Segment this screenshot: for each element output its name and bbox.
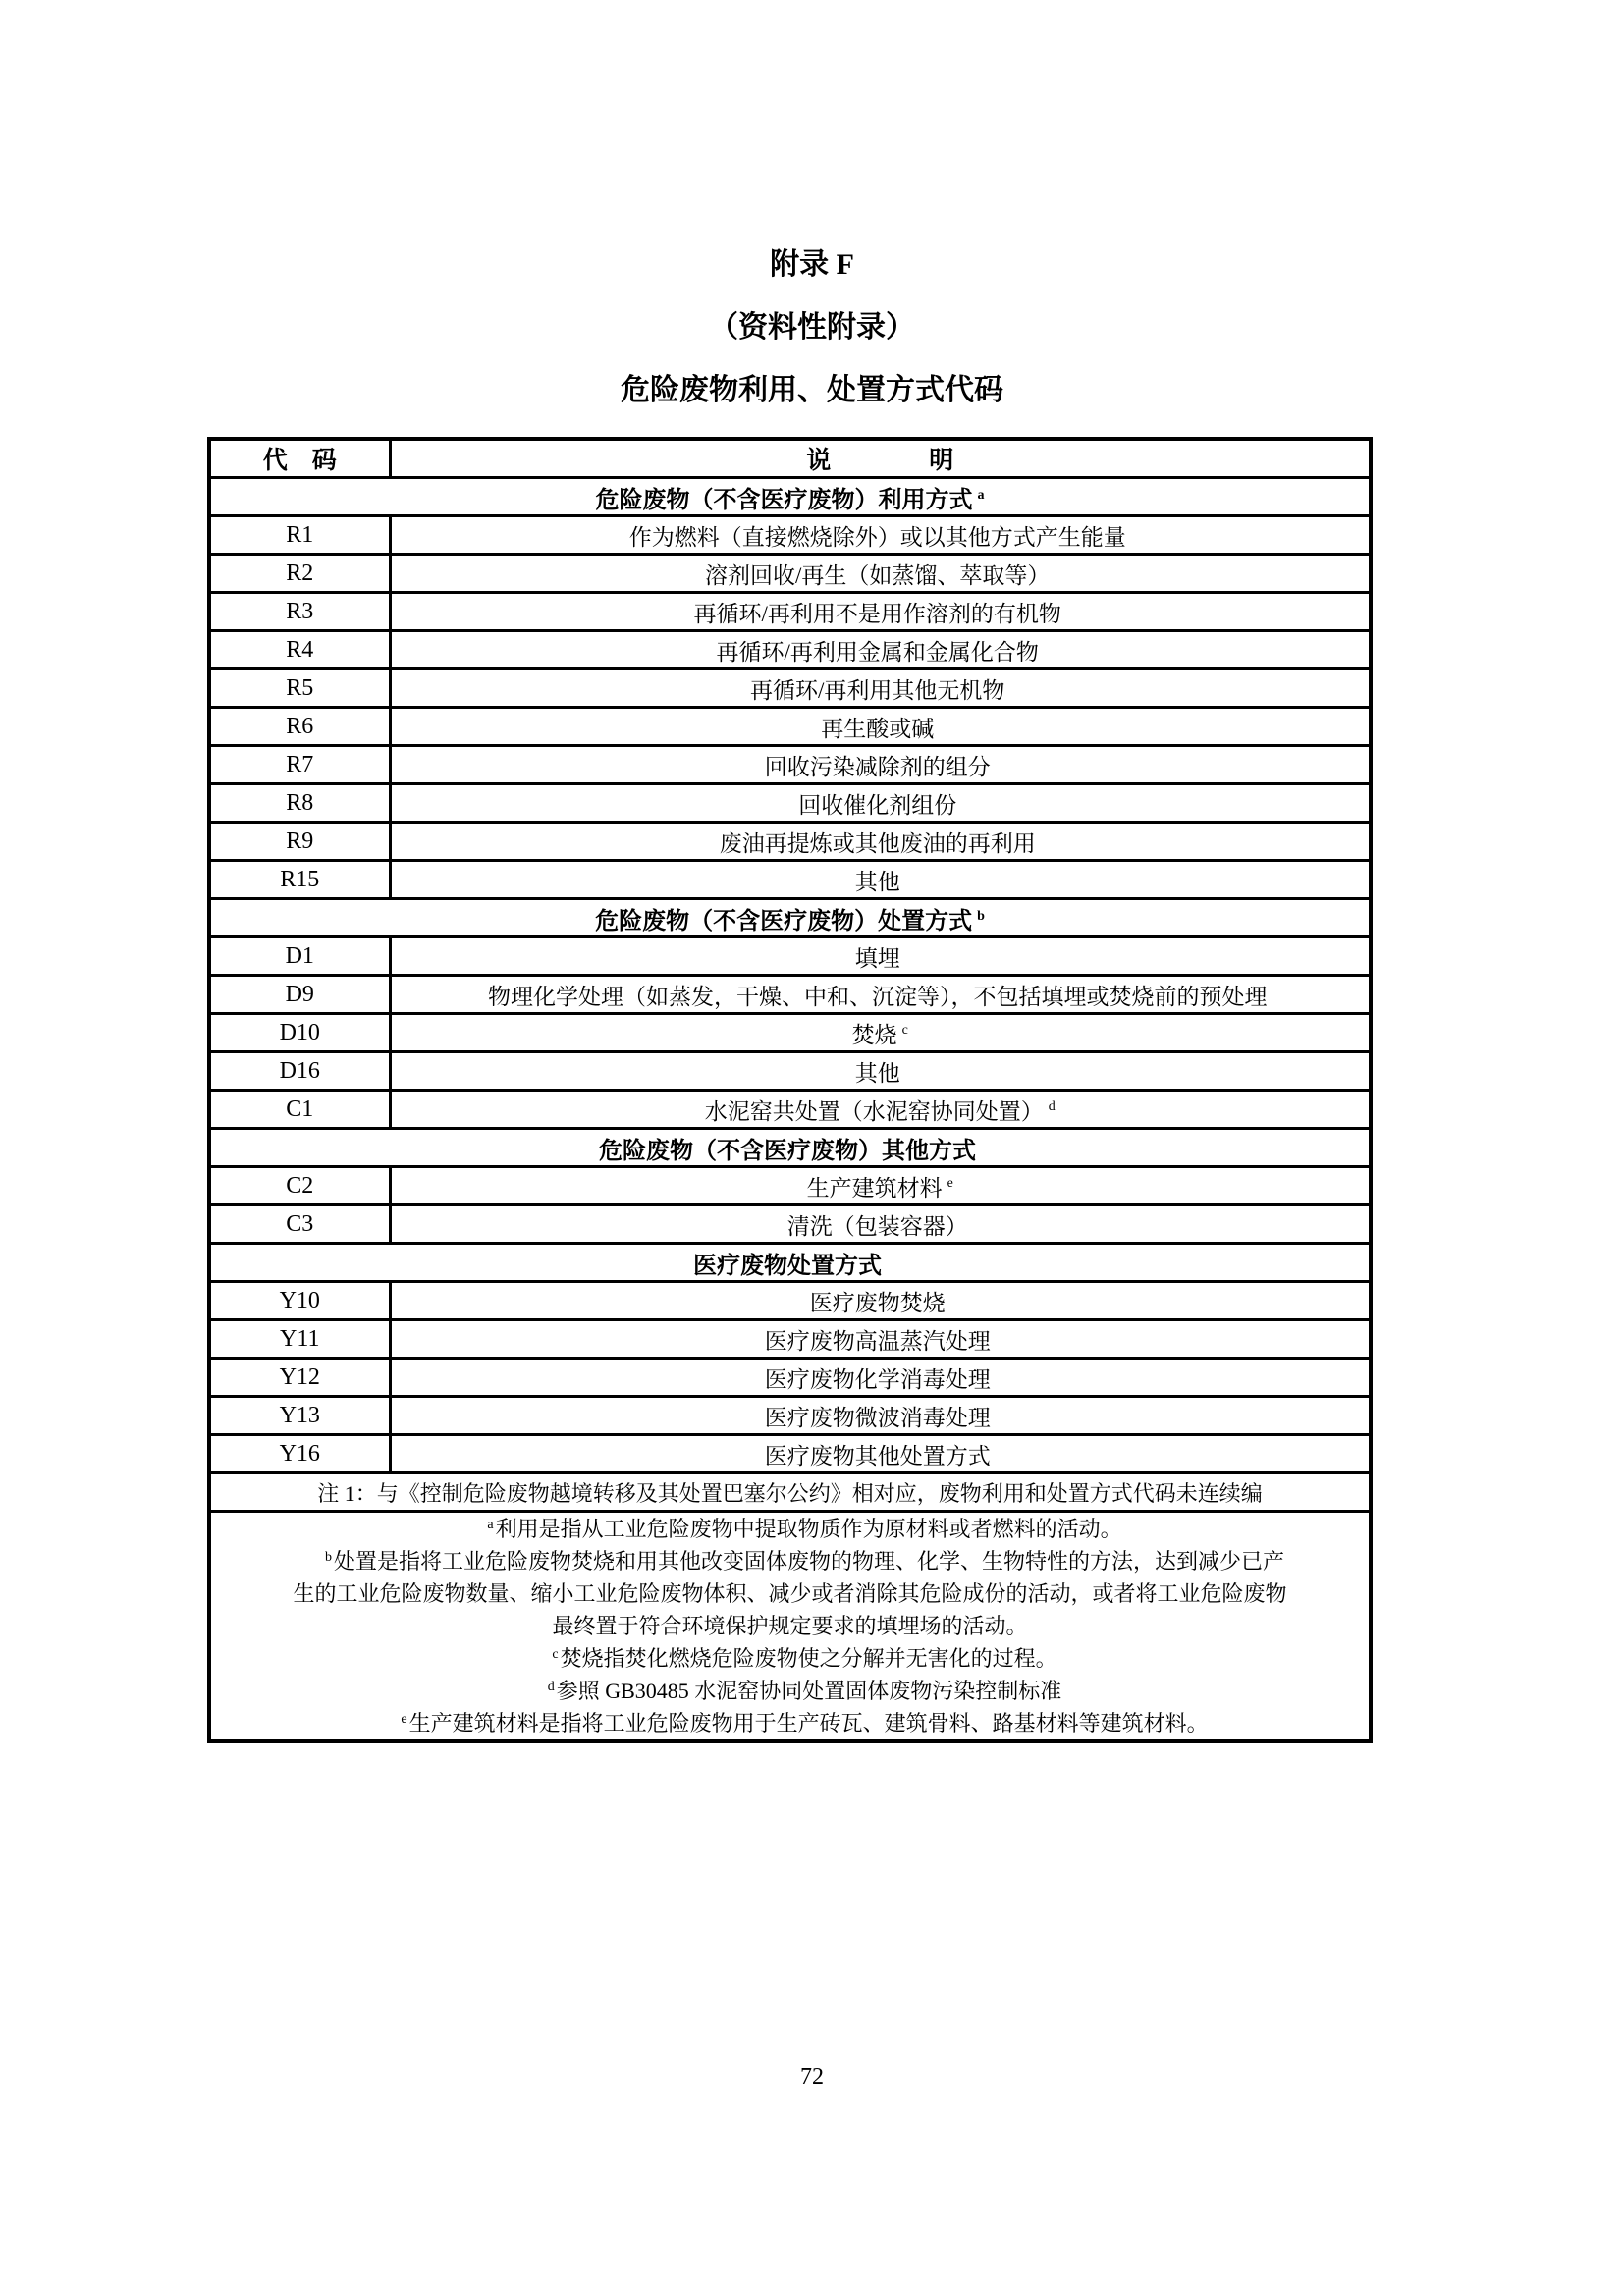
description-cell	[390, 708, 1371, 746]
code-cell: R6	[209, 708, 390, 746]
description-cell	[390, 631, 1371, 669]
description-cell	[390, 516, 1371, 555]
note-row	[209, 1473, 1371, 1512]
description-label: 回收污染减除剂的组分	[764, 754, 991, 779]
description-cell	[390, 823, 1371, 861]
section-header-label: 危险废物（不含医疗废物）其他方式	[599, 1138, 976, 1164]
code-cell: R7	[209, 746, 390, 784]
section-superscript: a	[977, 487, 985, 503]
footnote-line	[211, 1675, 1369, 1707]
description-label: 医疗废物高温蒸汽处理	[764, 1328, 991, 1354]
table-row	[209, 937, 1371, 976]
footnote-text: 处置是指将工业危险废物焚烧和用其他改变固体废物的物理、化学、生物特性的方法，达到减少已产	[333, 1549, 1284, 1574]
description-label: 再循环/再利用金属和金属化合物	[716, 639, 1039, 665]
document-title: 危险废物利用、处置方式代码	[621, 374, 1003, 406]
footnote-marker: e	[401, 1711, 407, 1727]
table-row	[209, 1052, 1371, 1091]
table-row	[209, 1397, 1371, 1435]
section-header-row	[209, 478, 1371, 516]
description-label: 回收催化剂组份	[798, 792, 957, 818]
appendix-title: 附录 F	[770, 248, 854, 281]
section-header-cell	[209, 478, 1371, 516]
description-cell	[390, 1167, 1371, 1205]
footnote-marker: d	[547, 1679, 555, 1694]
table-row	[209, 669, 1371, 708]
description-cell	[390, 1359, 1371, 1397]
code-cell: C3	[209, 1205, 390, 1244]
description-label: 填埋	[854, 945, 900, 971]
table-row	[209, 1435, 1371, 1473]
footnotes-cell	[209, 1512, 1371, 1742]
table-row	[209, 823, 1371, 861]
footnote-text: 利用是指从工业危险废物中提取物质作为原材料或者燃料的活动。	[495, 1517, 1122, 1541]
table-row	[209, 1014, 1371, 1052]
description-column-header: 说 明	[390, 439, 1371, 478]
section-header-label: 危险废物（不含医疗废物）处置方式	[595, 908, 973, 934]
code-cell: R5	[209, 669, 390, 708]
table-row	[209, 631, 1371, 669]
code-cell: Y10	[209, 1282, 390, 1320]
description-label: 作为燃料（直接燃烧除外）或以其他方式产生能量	[628, 524, 1126, 550]
table-header-row	[209, 439, 1371, 478]
footnote-marker: c	[552, 1646, 559, 1662]
code-cell: Y16	[209, 1435, 390, 1473]
table-row	[209, 1320, 1371, 1359]
footnote-text: 生产建筑材料是指将工业危险废物用于生产砖瓦、建筑骨料、路基材料等建筑材料。	[408, 1711, 1209, 1735]
description-cell	[390, 861, 1371, 899]
footnote-line	[211, 1545, 1369, 1577]
section-header-row	[209, 899, 1371, 937]
description-cell	[390, 1014, 1371, 1052]
description-label: 物理化学处理（如蒸发，干燥、中和、沉淀等），不包括填埋或焚烧前的预处理	[488, 984, 1268, 1009]
footnote-marker: b	[324, 1549, 332, 1565]
code-cell: R2	[209, 555, 390, 593]
code-cell: D9	[209, 976, 390, 1014]
code-cell: C1	[209, 1091, 390, 1129]
code-cell: R4	[209, 631, 390, 669]
footnote-text: 焚烧指焚化燃烧危险废物使之分解并无害化的过程。	[560, 1646, 1057, 1671]
code-cell: Y11	[209, 1320, 390, 1359]
table-row	[209, 516, 1371, 555]
footnotes-row	[209, 1512, 1371, 1742]
footnote-line	[211, 1707, 1369, 1739]
section-superscript: b	[977, 908, 985, 924]
code-cell: D16	[209, 1052, 390, 1091]
section-header-label: 危险废物（不含医疗废物）利用方式	[595, 487, 973, 513]
code-cell: D10	[209, 1014, 390, 1052]
table-row	[209, 861, 1371, 899]
table-row	[209, 1167, 1371, 1205]
page-number: 72	[800, 2064, 824, 2090]
footnote-line	[211, 1610, 1369, 1642]
description-cell	[390, 1282, 1371, 1320]
table-row	[209, 1205, 1371, 1244]
section-header-cell	[209, 899, 1371, 937]
appendix-subtitle: （资料性附录）	[709, 311, 915, 344]
footnote-text: 生的工业危险废物数量、缩小工业危险废物体积、减少或者消除其危险成份的活动，或者将工业危险废物	[293, 1581, 1287, 1606]
code-cell: D1	[209, 937, 390, 976]
table-row	[209, 1282, 1371, 1320]
description-label: 医疗废物焚烧	[809, 1290, 946, 1315]
description-label: 焚烧	[851, 1022, 897, 1047]
description-label: 水泥窑共处置（水泥窑协同处置）	[704, 1098, 1044, 1124]
footnote-line	[211, 1513, 1369, 1545]
table-row	[209, 1091, 1371, 1129]
description-superscript: e	[947, 1175, 953, 1191]
code-cell: Y12	[209, 1359, 390, 1397]
description-label: 医疗废物化学消毒处理	[764, 1366, 991, 1392]
codes-table	[207, 437, 1373, 1743]
description-cell	[390, 1052, 1371, 1091]
table-row	[209, 593, 1371, 631]
description-superscript: d	[1048, 1098, 1056, 1114]
description-label: 其他	[854, 869, 900, 894]
code-cell: Y13	[209, 1397, 390, 1435]
description-cell	[390, 976, 1371, 1014]
description-cell	[390, 555, 1371, 593]
description-cell	[390, 746, 1371, 784]
table-row	[209, 784, 1371, 823]
note-cell: 注 1：与《控制危险废物越境转移及其处置巴塞尔公约》相对应，废物利用和处置方式代码未连续编	[209, 1473, 1371, 1512]
description-cell	[390, 669, 1371, 708]
section-header-row	[209, 1129, 1371, 1167]
description-label: 其他	[854, 1060, 900, 1086]
code-column-header: 代 码	[209, 439, 390, 478]
table-row	[209, 1359, 1371, 1397]
description-label: 再循环/再利用不是用作溶剂的有机物	[693, 601, 1061, 626]
footnote-marker: a	[487, 1517, 494, 1532]
code-cell: R15	[209, 861, 390, 899]
code-cell: R9	[209, 823, 390, 861]
code-cell: R1	[209, 516, 390, 555]
footnote-line	[211, 1577, 1369, 1610]
description-cell	[390, 1205, 1371, 1244]
description-superscript: c	[901, 1022, 908, 1038]
description-label: 医疗废物其他处置方式	[764, 1443, 991, 1468]
table-row	[209, 746, 1371, 784]
footnote-text: 最终置于符合环境保护规定要求的填埋场的活动。	[552, 1614, 1028, 1638]
table-row	[209, 708, 1371, 746]
footnote-text: 参照 GB30485 水泥窑协同处置固体废物污染控制标准	[556, 1679, 1062, 1703]
section-header-cell	[209, 1244, 1371, 1282]
description-cell	[390, 1091, 1371, 1129]
page-heading	[0, 0, 1624, 406]
description-cell	[390, 1320, 1371, 1359]
footnote-line	[211, 1642, 1369, 1675]
section-header-cell	[209, 1129, 1371, 1167]
description-cell	[390, 1397, 1371, 1435]
description-label: 医疗废物微波消毒处理	[764, 1405, 991, 1430]
description-cell	[390, 593, 1371, 631]
table-row	[209, 555, 1371, 593]
description-cell	[390, 937, 1371, 976]
section-header-label: 医疗废物处置方式	[693, 1253, 882, 1279]
description-label: 溶剂回收/再生（如蒸馏、萃取等）	[705, 562, 1051, 588]
description-label: 生产建筑材料	[806, 1175, 943, 1201]
code-cell: R3	[209, 593, 390, 631]
description-cell	[390, 784, 1371, 823]
description-label: 再生酸或碱	[821, 716, 935, 741]
description-label: 再循环/再利用其他无机物	[750, 677, 1005, 703]
section-header-row	[209, 1244, 1371, 1282]
code-cell: R8	[209, 784, 390, 823]
code-cell: C2	[209, 1167, 390, 1205]
description-cell	[390, 1435, 1371, 1473]
description-label: 废油再提炼或其他废油的再利用	[719, 830, 1036, 856]
table-row	[209, 976, 1371, 1014]
description-label: 清洗（包装容器）	[786, 1213, 968, 1239]
